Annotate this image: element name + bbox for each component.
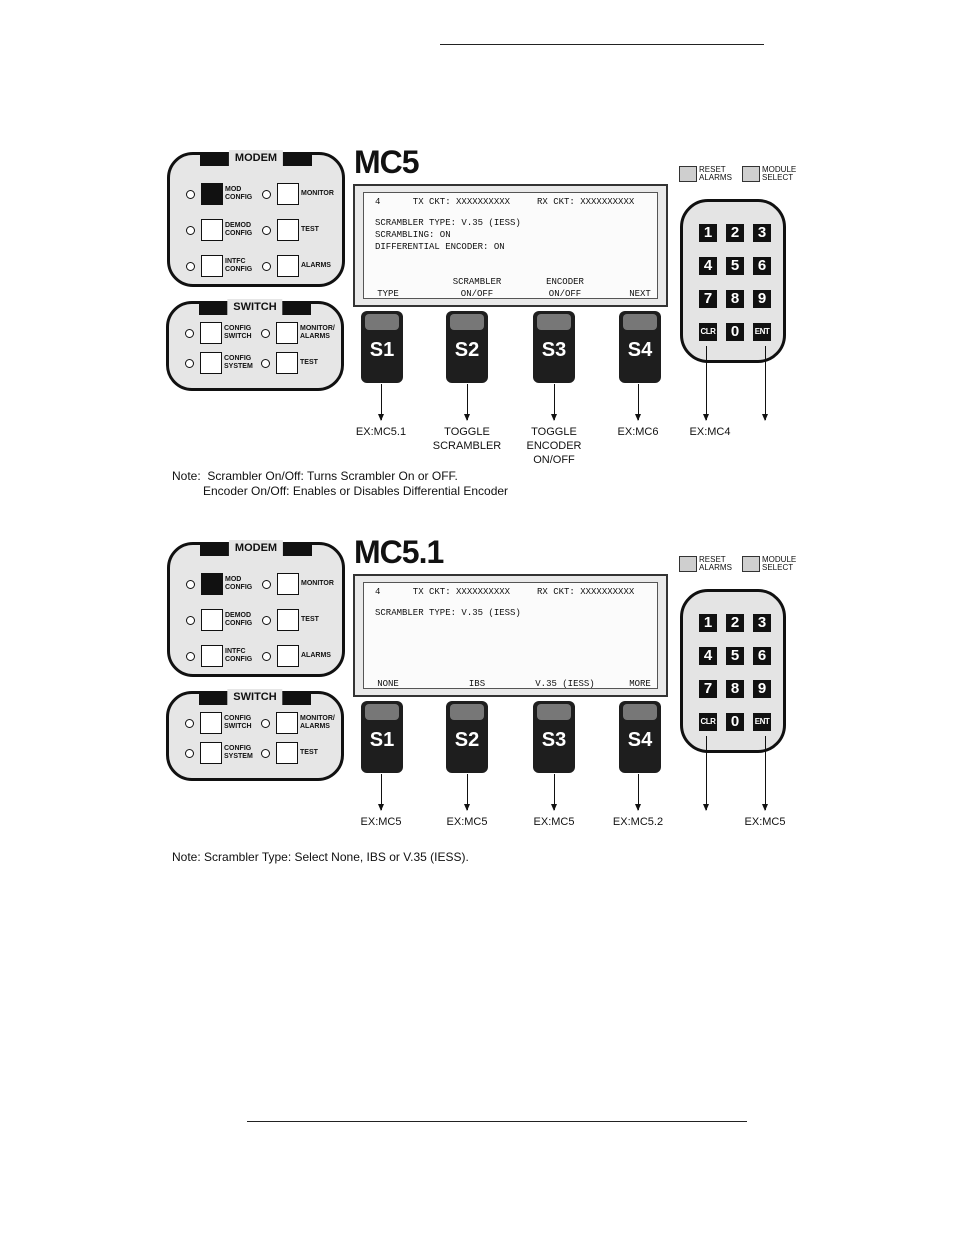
switch-key[interactable] xyxy=(185,712,264,734)
key-label: DEMOD CONFIG xyxy=(225,222,253,237)
key-label: MONITOR/ ALARMS xyxy=(300,715,335,730)
module-select-indicator[interactable] xyxy=(742,556,806,572)
lcd-line-3: SCRAMBLING: ON xyxy=(375,230,451,240)
softkey-label-bottom: MORE xyxy=(629,679,651,689)
key-button[interactable] xyxy=(277,609,299,631)
keypad-key[interactable]: 0 xyxy=(726,713,744,731)
reset-alarms-label: RESET ALARMS xyxy=(699,165,732,182)
softkey-button[interactable] xyxy=(533,311,575,383)
keypad-key[interactable]: 4 xyxy=(699,647,717,665)
key-label: MOD CONFIG xyxy=(225,576,253,591)
switch-key[interactable] xyxy=(185,322,264,344)
led-indicator xyxy=(186,652,195,661)
key-button[interactable] xyxy=(201,183,223,205)
softkey-label-top: SCRAMBLER xyxy=(452,277,502,287)
keypad-key[interactable]: 5 xyxy=(726,257,744,275)
switch-header: SWITCH xyxy=(227,299,282,315)
switch-key[interactable] xyxy=(261,322,340,344)
flow-arrow xyxy=(554,774,555,810)
destination-label: TOGGLE ENCODER ON/OFF xyxy=(526,426,582,466)
lcd-display xyxy=(353,574,668,697)
softkey-label-bottom: V.35 (IESS) xyxy=(535,679,595,689)
key-button[interactable] xyxy=(276,322,298,344)
key-label: TEST xyxy=(301,616,319,623)
switch-box xyxy=(166,301,344,391)
softkey-text: S4 xyxy=(627,729,653,751)
key-label: MONITOR xyxy=(301,580,334,587)
keypad-key[interactable]: 9 xyxy=(753,680,771,698)
key-button[interactable] xyxy=(201,609,223,631)
softkey-label-bottom: IBS xyxy=(468,679,486,689)
softkey-text: S3 xyxy=(541,729,567,751)
led-indicator xyxy=(185,329,194,338)
softkey-text: S1 xyxy=(369,339,395,361)
destination-label: EX:MC5 xyxy=(360,816,402,828)
key-button[interactable] xyxy=(276,742,298,764)
reset-alarms-indicator[interactable] xyxy=(679,166,739,182)
keypad-key[interactable]: ENT xyxy=(753,713,771,731)
keypad xyxy=(680,199,786,363)
modem-key[interactable] xyxy=(262,183,335,205)
reset-alarms-indicator[interactable] xyxy=(679,556,739,572)
key-label: TEST xyxy=(301,226,319,233)
softkey-button[interactable] xyxy=(619,701,661,773)
key-label: DEMOD CONFIG xyxy=(225,612,253,627)
key-button[interactable] xyxy=(200,352,222,374)
modem-key[interactable] xyxy=(262,573,335,595)
key-button[interactable] xyxy=(200,322,222,344)
switch-key[interactable] xyxy=(261,352,340,374)
keypad-key[interactable]: 8 xyxy=(726,680,744,698)
note-line-1: Note: Scrambler On/Off: Turns Scrambler On or OFF. xyxy=(172,469,458,483)
led-indicator xyxy=(261,719,270,728)
flow-arrow xyxy=(638,774,639,810)
led-indicator xyxy=(186,262,195,271)
keypad-key[interactable]: 7 xyxy=(699,290,717,308)
destination-label: EX:MC5 xyxy=(533,816,575,828)
key-label: TEST xyxy=(300,749,318,756)
key-label: CONFIG SYSTEM xyxy=(224,355,253,370)
led-indicator xyxy=(185,749,194,758)
key-button[interactable] xyxy=(201,645,223,667)
softkey-button[interactable] xyxy=(361,701,403,773)
flow-arrow xyxy=(467,774,468,810)
switch-header: SWITCH xyxy=(227,689,282,705)
key-button[interactable] xyxy=(200,712,222,734)
led-indicator xyxy=(262,190,271,199)
keypad-key[interactable]: 0 xyxy=(726,323,744,341)
keypad-key[interactable]: 9 xyxy=(753,290,771,308)
keypad-key[interactable]: ENT xyxy=(753,323,771,341)
modem-key[interactable] xyxy=(262,219,335,241)
key-label: MOD CONFIG xyxy=(225,186,253,201)
led-indicator xyxy=(185,359,194,368)
flow-arrow xyxy=(381,774,382,810)
screen-title: MC5 xyxy=(354,144,419,180)
keypad-key[interactable]: 3 xyxy=(753,614,771,632)
modem-key[interactable] xyxy=(186,255,259,277)
key-button[interactable] xyxy=(201,255,223,277)
destination-label: EX:MC5.2 xyxy=(612,816,664,828)
keypad-key[interactable]: CLR xyxy=(699,713,717,731)
softkey-button[interactable] xyxy=(446,701,488,773)
bottom-rule xyxy=(247,1121,747,1122)
keypad-key[interactable]: 5 xyxy=(726,647,744,665)
panel-0 xyxy=(0,0,954,498)
modem-box xyxy=(167,152,345,287)
screen-title: MC5.1 xyxy=(354,534,444,570)
key-label: MONITOR/ ALARMS xyxy=(300,325,335,340)
softkey-text: S2 xyxy=(454,339,480,361)
destination-label: EX:MC6 xyxy=(617,426,659,438)
key-label: ALARMS xyxy=(301,262,331,269)
softkey-button[interactable] xyxy=(619,311,661,383)
modem-key[interactable] xyxy=(186,573,259,595)
modem-key[interactable] xyxy=(186,183,259,205)
key-button[interactable] xyxy=(277,183,299,205)
led-indicator xyxy=(262,580,271,589)
led-indicator xyxy=(262,652,271,661)
keypad-key[interactable]: 6 xyxy=(753,647,771,665)
softkey-label-bottom: ON/OFF xyxy=(460,289,494,299)
keypad-key[interactable]: 7 xyxy=(699,680,717,698)
key-label: CONFIG SWITCH xyxy=(224,325,252,340)
modem-key[interactable] xyxy=(262,609,335,631)
modem-header: MODEM xyxy=(229,150,283,166)
note-line-2: Encoder On/Off: Enables or Disables Differential Encoder xyxy=(203,484,509,498)
keypad-key[interactable]: CLR xyxy=(699,323,717,341)
panel-1 xyxy=(0,390,954,864)
keypad-key[interactable]: 4 xyxy=(699,257,717,275)
softkey-button[interactable] xyxy=(533,701,575,773)
softkey-label-top: ENCODER xyxy=(546,277,584,287)
key-button[interactable] xyxy=(277,255,299,277)
lcd-line-2: SCRAMBLER TYPE: V.35 (IESS) xyxy=(375,218,521,228)
led-indicator xyxy=(186,616,195,625)
keypad xyxy=(680,589,786,753)
led-indicator xyxy=(186,580,195,589)
modem-key[interactable] xyxy=(262,255,335,277)
led-indicator xyxy=(261,359,270,368)
modem-key[interactable] xyxy=(186,609,259,631)
keypad-key[interactable]: 3 xyxy=(753,224,771,242)
keypad-key[interactable]: 2 xyxy=(726,614,744,632)
key-button[interactable] xyxy=(200,742,222,764)
keypad-key[interactable]: 1 xyxy=(699,614,717,632)
softkey-label-bottom: ON/OFF xyxy=(548,289,582,299)
destination-label: TOGGLE SCRAMBLER xyxy=(432,426,502,452)
destination-label: EX:MC5 xyxy=(446,816,488,828)
modem-key[interactable] xyxy=(186,219,259,241)
led-indicator xyxy=(186,226,195,235)
destination-label: EX:MC5.1 xyxy=(355,426,407,438)
flow-arrow xyxy=(706,736,707,810)
switch-box xyxy=(166,691,344,781)
key-label: INTFC CONFIG xyxy=(225,648,253,663)
keypad-key[interactable]: 1 xyxy=(699,224,717,242)
key-label: MONITOR xyxy=(301,190,334,197)
modem-box xyxy=(167,542,345,677)
lcd-line-2: SCRAMBLER TYPE: V.35 (IESS) xyxy=(375,608,521,618)
keypad-key[interactable]: 2 xyxy=(726,224,744,242)
softkey-label-bottom: TYPE xyxy=(377,289,399,299)
modem-header: MODEM xyxy=(229,540,283,556)
destination-label: EX:MC4 xyxy=(689,426,731,438)
switch-key[interactable] xyxy=(185,352,264,374)
led-indicator xyxy=(262,262,271,271)
keypad-key[interactable]: 8 xyxy=(726,290,744,308)
key-label: ALARMS xyxy=(301,652,331,659)
key-button[interactable] xyxy=(277,573,299,595)
softkey-label-bottom: NONE xyxy=(377,679,399,689)
modem-key[interactable] xyxy=(186,645,259,667)
softkey-label-bottom: NEXT xyxy=(629,289,651,299)
key-button[interactable] xyxy=(201,573,223,595)
lcd-display xyxy=(353,184,668,307)
key-label: CONFIG SYSTEM xyxy=(224,745,253,760)
softkey-text: S1 xyxy=(369,729,395,751)
led-indicator xyxy=(262,226,271,235)
led-indicator xyxy=(261,749,270,758)
key-label: INTFC CONFIG xyxy=(225,258,253,273)
modem-key[interactable] xyxy=(262,645,335,667)
switch-key[interactable] xyxy=(261,712,340,734)
keypad-key[interactable]: 6 xyxy=(753,257,771,275)
led-indicator xyxy=(261,329,270,338)
led-indicator xyxy=(186,190,195,199)
softkey-text: S2 xyxy=(454,729,480,751)
key-label: TEST xyxy=(300,359,318,366)
lcd-line-4: DIFFERENTIAL ENCODER: ON xyxy=(375,242,505,252)
destination-label: EX:MC5 xyxy=(744,816,786,828)
switch-key[interactable] xyxy=(185,742,264,764)
flow-arrow xyxy=(765,736,766,810)
led-indicator xyxy=(262,616,271,625)
lcd-line-1: 4 TX CKT: XXXXXXXXXX RX CKT: XXXXXXXXXX xyxy=(375,587,635,597)
softkey-button[interactable] xyxy=(361,311,403,383)
key-label: CONFIG SWITCH xyxy=(224,715,252,730)
softkey-text: S3 xyxy=(541,339,567,361)
reset-alarms-label: RESET ALARMS xyxy=(699,555,732,572)
key-button[interactable] xyxy=(277,645,299,667)
key-button[interactable] xyxy=(276,352,298,374)
led-indicator xyxy=(185,719,194,728)
key-button[interactable] xyxy=(276,712,298,734)
switch-key[interactable] xyxy=(261,742,340,764)
module-select-label: MODULE SELECT xyxy=(762,165,797,182)
module-select-indicator[interactable] xyxy=(742,166,806,182)
key-button[interactable] xyxy=(201,219,223,241)
note-line-1: Note: Scrambler Type: Select None, IBS or V.35 (IESS). xyxy=(172,850,469,864)
module-select-label: MODULE SELECT xyxy=(762,555,797,572)
lcd-line-1: 4 TX CKT: XXXXXXXXXX RX CKT: XXXXXXXXXX xyxy=(375,197,635,207)
key-button[interactable] xyxy=(277,219,299,241)
softkey-button[interactable] xyxy=(446,311,488,383)
softkey-text: S4 xyxy=(627,339,653,361)
